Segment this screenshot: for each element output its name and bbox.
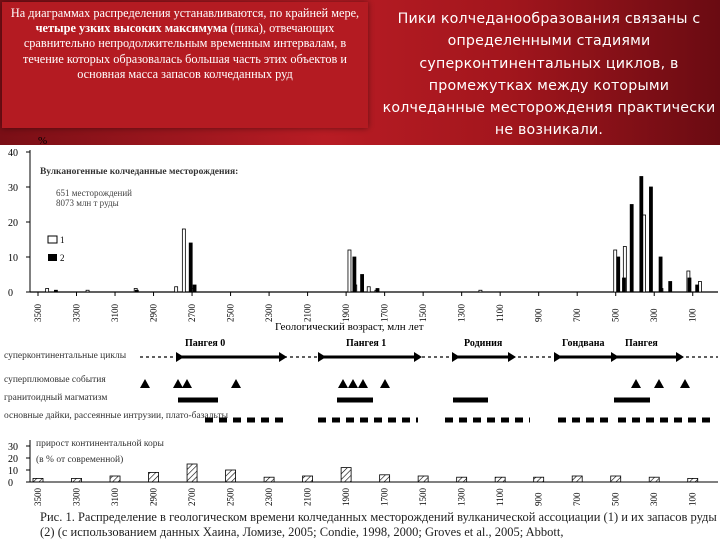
cycle-row	[140, 352, 718, 362]
crust-x-tick-label: 2100	[302, 488, 313, 506]
left-text-part1: На диаграммах распределения устанавливаются, по крайней мере,	[10, 6, 360, 20]
crust-x-tick-label: 500	[610, 492, 621, 506]
crust-bar	[149, 472, 159, 482]
plume-row	[140, 379, 690, 388]
crust-y-tick-group	[8, 442, 30, 489]
row-label-crust: прирост континентальной коры	[36, 439, 164, 449]
crust-x-tick-label: 900	[533, 492, 544, 506]
bar-series2	[189, 243, 192, 292]
x-tick-label: 1900	[341, 304, 352, 322]
crust-x-tick-label: 2300	[264, 488, 275, 506]
row-label-granitoid: гранитоидный магматизм	[4, 393, 108, 403]
bar-series2	[361, 275, 364, 293]
crust-bar	[534, 477, 544, 482]
crust-x-tick-label: 2700	[187, 488, 198, 506]
bar-series2	[376, 289, 379, 293]
crust-x-tick-label: 700	[572, 492, 583, 506]
bar-series1	[348, 250, 351, 292]
y-unit-label: %	[38, 135, 48, 147]
crust-x-tick-group	[33, 488, 698, 507]
crust-bar	[495, 477, 505, 482]
crust-y-tick-label: 10	[8, 466, 18, 477]
crust-chart	[8, 440, 718, 506]
bar-series1	[86, 290, 89, 292]
sc-label-0: Пангея 0	[185, 338, 226, 349]
crust-y-tick-label: 0	[8, 478, 13, 489]
x-tick-label: 1300	[456, 304, 467, 322]
sc-label-1: Пангея 1	[346, 338, 387, 349]
crust-x-tick-label: 3500	[33, 488, 43, 506]
bar-series1	[46, 289, 49, 293]
x-tick-label: 3100	[110, 304, 121, 322]
bar-series2	[353, 257, 356, 292]
bar-series1	[614, 250, 617, 292]
crust-bar	[303, 476, 313, 482]
crust-bar	[110, 476, 120, 482]
bar-series2	[640, 177, 643, 293]
legend-label-2: 2	[60, 253, 65, 263]
x-tick-label: 500	[610, 308, 621, 322]
y-tick-label: 20	[8, 218, 18, 229]
row-label-cycles: суперконтинентальные циклы	[4, 351, 127, 361]
bar-series1	[367, 287, 370, 292]
plume-triangles	[140, 379, 690, 388]
x-tick-label: 2100	[302, 304, 313, 322]
crust-x-tick-label: 100	[687, 492, 698, 506]
row-label-dykes: основные дайки, рассеянные интрузии, плато-базальты	[4, 411, 228, 421]
bar-series2	[669, 282, 672, 293]
legend-swatch-1	[48, 236, 57, 243]
crust-bar	[264, 477, 274, 482]
x-tick-label: 2300	[264, 304, 275, 322]
crust-bar-group	[33, 464, 698, 482]
crust-x-tick-label: 1500	[418, 488, 429, 506]
x-tick-label: 2500	[225, 304, 236, 322]
bar-group	[46, 177, 702, 293]
bar-series2	[617, 257, 620, 292]
bar-series2	[630, 205, 633, 293]
bar-series2	[659, 257, 662, 292]
x-tick-label: 700	[572, 308, 583, 322]
crust-bar	[226, 470, 236, 482]
legend-line1: 651 месторождений	[56, 188, 132, 198]
bar-series1	[479, 290, 482, 292]
x-tick-label: 100	[687, 308, 698, 322]
figure-caption: Рис. 1. Распределение в геологическом времени колчеданных месторождений вулканической ассоциации (1) и их запасов руды (2) (с использованием данных Хаина, Ломизе, 2005; Condie, 1998, 2000; Groves et al., 2005; Abbott,	[40, 510, 717, 539]
crust-bar	[688, 478, 698, 482]
x-tick-label: 2700	[187, 304, 198, 322]
bar-series1	[182, 229, 185, 292]
row-label-crust-unit: (в % от современной)	[36, 455, 124, 465]
x-tick-label: 1700	[379, 304, 390, 322]
x-tick-label: 300	[649, 308, 660, 322]
y-tick-label: 30	[8, 183, 18, 194]
y-tick-label: 40	[8, 148, 18, 159]
bar-series2	[688, 278, 691, 292]
crust-y-tick-label: 20	[8, 454, 18, 465]
bar-series2	[649, 187, 652, 292]
x-axis-title: Геологический возраст, млн лет	[275, 321, 424, 333]
crust-x-tick-label: 3100	[110, 488, 121, 506]
crust-bar	[33, 478, 43, 482]
crust-x-tick-label: 1100	[495, 488, 506, 506]
crust-x-tick-label: 1900	[341, 488, 352, 506]
x-tick-group	[33, 292, 698, 322]
legend-line2: 8073 млн т руды	[56, 198, 119, 208]
row-label-plumes: суперплюмовые события	[4, 375, 106, 385]
legend-swatch-2	[48, 254, 57, 261]
sc-label-4: Пангея	[625, 338, 658, 349]
bar-series1	[175, 287, 178, 292]
bar-series2	[622, 278, 625, 292]
y-tick-group	[8, 148, 30, 299]
left-text-part2: (пика), отвечающих сравнительно непродолжительным временным интервалам, в течение которых образовалась большая часть этих объектов и основная масса запасов колчеданных руд	[23, 21, 347, 81]
crust-bar	[72, 478, 82, 482]
distribution-chart	[8, 135, 718, 333]
bar-series2	[135, 290, 138, 292]
crust-x-tick-label: 1700	[379, 488, 390, 506]
crust-bar	[418, 476, 428, 482]
x-tick-label: 1100	[495, 304, 506, 322]
crust-x-tick-label: 2900	[148, 488, 159, 506]
bar-series2	[696, 285, 699, 292]
x-tick-label: 3300	[71, 304, 82, 322]
row-labels	[4, 351, 229, 465]
crust-x-tick-label: 300	[649, 492, 660, 506]
bar-series2	[193, 285, 196, 292]
crust-x-tick-label: 3300	[71, 488, 82, 506]
crust-bar	[611, 476, 621, 482]
right-callout-text: Пики колчеданообразования связаны с определенными стадиями суперконтинентальных циклов, в промежутках между которыми колчеданные месторождения практически не возникали.	[382, 11, 716, 139]
x-tick-label: 1500	[418, 304, 429, 322]
sc-label-3: Гондвана	[562, 338, 605, 349]
legend-title: Вулканогенные колчеданные месторождения:	[40, 167, 239, 177]
crust-bar	[572, 476, 582, 482]
crust-bar	[380, 475, 390, 482]
y-tick-label: 10	[8, 253, 18, 264]
supercontinent-labels	[185, 338, 658, 349]
x-tick-label: 2900	[148, 304, 159, 322]
bar-series2	[54, 290, 57, 292]
crust-x-tick-label: 1300	[456, 488, 467, 506]
crust-bar	[341, 468, 351, 482]
crust-bar	[649, 477, 659, 482]
y-tick-label: 0	[8, 288, 13, 299]
crust-bar	[187, 464, 197, 482]
legend-label-1: 1	[60, 235, 65, 245]
x-tick-label: 900	[533, 308, 544, 322]
x-tick-label: 3500	[33, 304, 43, 322]
left-text-bold: четыре узких высоких максимума	[35, 21, 228, 36]
sc-label-2: Родиния	[464, 338, 503, 349]
crust-x-tick-label: 2500	[225, 488, 236, 506]
crust-bar	[457, 477, 467, 482]
crust-y-tick-label: 30	[8, 442, 18, 453]
